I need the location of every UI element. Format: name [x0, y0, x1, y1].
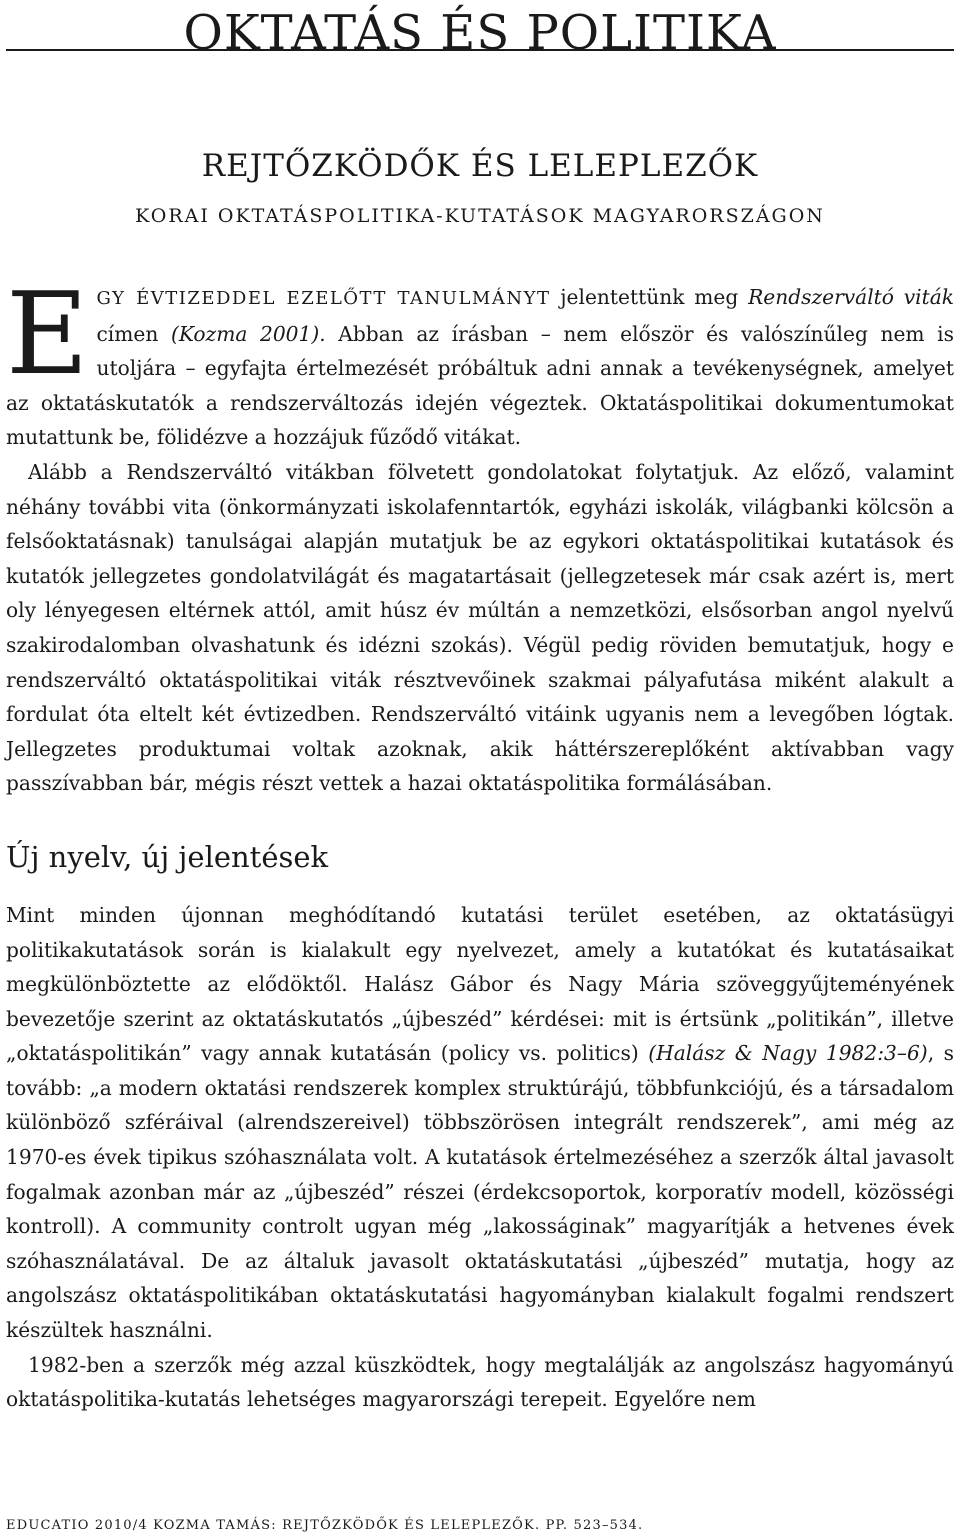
intro-text-2: címen: [96, 321, 171, 346]
para3-text-2: , s tovább: „a modern oktatási rendszerek komplex struktúrájú, többfunkciójú, és a társadalom különböző szféráival (alrendszereivel) többszörösen integrált rendszerek”, ami még az 1970-es évek tipikus szóhasználata volt. A kutatások értelmezéséhez a szerzők által javasolt fogalmak azonban már az „újbeszéd” részei (érdekcsoportok, korporatív modell, közösségi kontroll). A community controlt ugyan még „lakosságinak” magyarítják a hetvenes évek szóhasználatával. De az általuk javasolt oktatáskutatási „újbeszéd” mutatja, hogy az angolszász oktatáspolitikában oktatáskutatási hagyományban kialakult fogalmi rendszert készültek használni.: [6, 1041, 954, 1343]
article-subtitle: KORAI OKTATÁSPOLITIKA-KUTATÁSOK MAGYARORSZÁGON: [135, 205, 825, 227]
para3-text-1: Mint minden újonnan meghódítandó kutatási terület esetében, az oktatásügyi politikakutatások során is kialakult egy nyelvezet, amely a kutatókat és kutatásaikat megkülönböztette az elődöktől. Halász Gábor és Nagy Mária szöveggyűjteményének bevezetője szerint az oktatáskutatós „újbeszéd” kérdései: mit is értsünk „politikán”, illetve „oktatáspolitikán” vagy annak kutatásán (policy vs. politics): [6, 902, 954, 1066]
section-heading: Új nyelv, új jelentések: [6, 839, 329, 874]
article-body: [6, 268, 955, 1417]
article-title: REJTŐZKÖDŐK ÉS LELEPLEZŐK: [201, 148, 759, 184]
intro-italic-2: (Kozma 2001).: [170, 321, 326, 346]
header-rule: [6, 49, 954, 51]
paragraph-2: Alább a Rendszerváltó vitákban fölvetett gondolatokat folytatjuk. Az előző, valamint néhány további vita (önkormányzati iskolafenntartók, egyházi iskolák, világbanki kölcsön a felsőoktatásnak) tanulságai alapján mutatjuk be az egykori oktatáspolitikai kutatások és kutatók jellegzetes gondolatvilágát és magatartásait (jellegzetesek már csak azért is, mert oly lényegesen eltérnek attól, amit húsz év múltán a nemzetközi, elsősorban angol nyelvű szakirodalomban olvashatunk és idézni szokás). Végül pedig röviden bemutatjuk, hogy e rendszerváltó oktatáspolitikai viták résztvevőinek szakmai pályafutása miként alakult a fordulat óta eltelt két évtizedben. Rendszerváltó vitáink ugyanis nem a levegőben lógtak. Jellegzetes produktumai voltak azoknak, akik háttérszereplőként aktívabban vagy passzívabban bár, mégis részt vettek a hazai oktatáspolitika formálásában.: [6, 459, 954, 796]
paragraph-3: [6, 898, 954, 1348]
paragraph-4: 1982-ben a szerzők még azzal küszködtek, hogy megtalálják az angolszász hagyományú oktatáspolitika-kutatás lehetséges magyarországi terepeit. Egyelőre nem: [6, 1352, 954, 1412]
para3-citation: (Halász & Nagy 1982:3–6): [648, 1041, 928, 1066]
intro-italic-1: Rendszerváltó viták: [748, 285, 954, 309]
page-footer: EDUCATIO 2010/4 KOZMA TAMÁS: REJTŐZKÖDŐK ÉS LELEPLEZŐK. PP. 523–534.: [6, 1518, 644, 1533]
intro-text-3: Abban az írásban – nem először és valószínűleg nem is utoljára – egyfajta értelmezését próbáltuk adni annak a tevékenységnek, amelyet az oktatáskutatók a rendszerváltozás idején végeztek. Oktatáspolitikai dokumentumokat mutattunk be, fölidézve a hozzájuk fűződő vitákat.: [6, 321, 955, 450]
lead-in: GY ÉVTIZEDDEL EZELŐTT TANULMÁNYT: [96, 288, 551, 309]
intro-paragraph: [6, 268, 955, 455]
section-header: OKTATÁS ÉS POLITIKA: [183, 5, 777, 61]
drop-cap: E: [6, 268, 89, 400]
intro-text-1: jelentettünk meg: [550, 285, 749, 309]
